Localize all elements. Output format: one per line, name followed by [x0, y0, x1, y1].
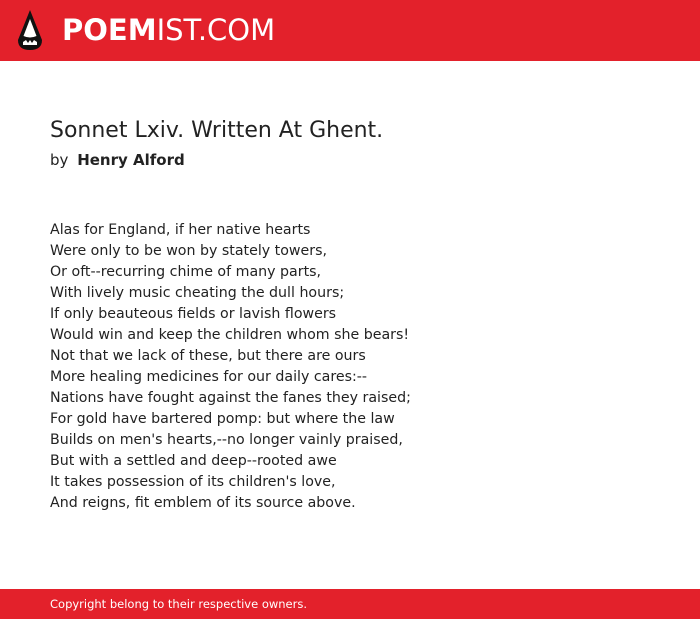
poem-line: Were only to be won by stately towers,: [50, 243, 327, 259]
pencil-icon: [17, 9, 43, 51]
poem-body: [50, 220, 670, 514]
by-label: by: [50, 151, 69, 169]
author-link[interactable]: Henry Alford: [77, 151, 185, 169]
poem-line: But with a settled and deep--rooted awe: [50, 453, 337, 469]
poem-line: Nations have fought against the fanes they raised;: [50, 390, 411, 406]
logo-text-bold: POEM: [62, 13, 157, 47]
poem-line: Alas for England, if her native hearts: [50, 222, 311, 238]
site-logo[interactable]: [17, 8, 275, 52]
poem-title: Sonnet Lxiv. Written At Ghent.: [50, 118, 384, 143]
poem-line: Or oft--recurring chime of many parts,: [50, 264, 322, 280]
copyright-notice: Copyright belong to their respective owners.: [50, 597, 308, 611]
logo-text-light: IST.COM: [156, 13, 276, 47]
site-footer: [0, 589, 700, 619]
poem-line: If only beauteous fields or lavish flowers: [50, 306, 337, 322]
poem-line: More healing medicines for our daily cares:--: [50, 369, 368, 385]
poem-line: Not that we lack of these, but there are ours: [50, 348, 366, 364]
poem-content: [50, 115, 670, 514]
site-header: [0, 0, 700, 61]
poem-line: For gold have bartered pomp: but where the law: [50, 411, 395, 427]
poem-line: Builds on men's hearts,--no longer vainly praised,: [50, 432, 403, 448]
poem-line: It takes possession of its children's love,: [50, 474, 336, 490]
poem-line: Would win and keep the children whom she bears!: [50, 327, 410, 343]
logo-wordmark: [62, 8, 275, 52]
poem-line: And reigns, fit emblem of its source above.: [50, 495, 356, 511]
byline: [50, 149, 670, 171]
poem-line: With lively music cheating the dull hours;: [50, 285, 345, 301]
